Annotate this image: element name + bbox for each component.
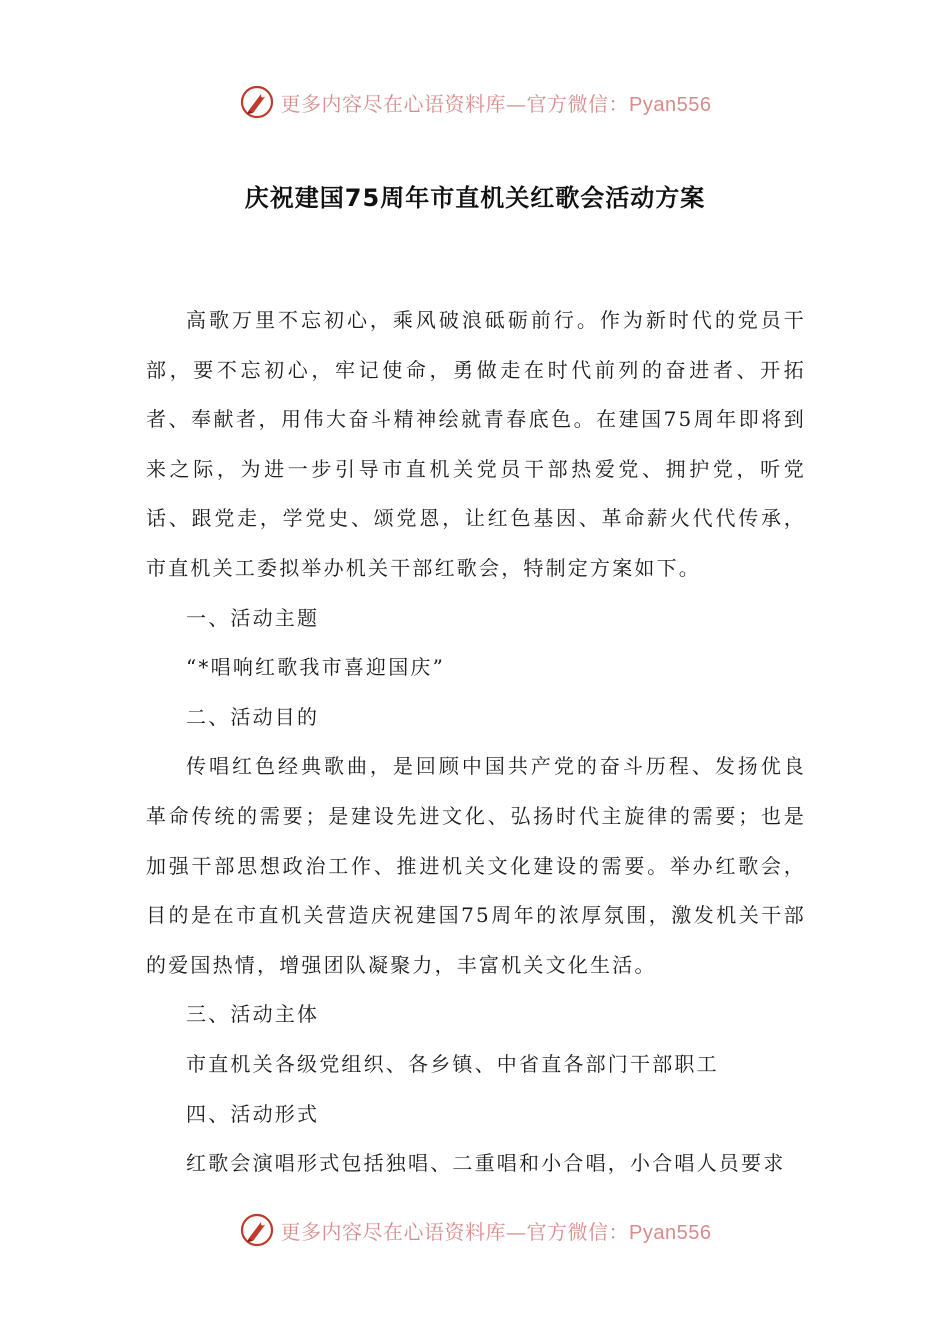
section-heading-purpose: 二、活动目的 [186,704,320,729]
intro-paragraph: 高歌万里不忘初心，乘风破浪砥砺前行。作为新时代的党员干部，要不忘初心，牢记使命，勇做走在时代前列的奋进者、开拓者、奉献者，用伟大奋斗精神绘就青春底色。在建国75周年即将到来之际，为进一步引导市直机关党员干部热爱党、拥护党，听党话、跟党走，学党史、颂党恩，让红色基因、革命薪火代代传承，市直机关工委拟举办机关干部红歌会，特制定方案如下。 [146,308,806,580]
watermark-text: 更多内容尽在心语资料库—官方微信：Pyan556 [280,1219,712,1244]
section-heading-format: 四、活动形式 [186,1101,320,1126]
purpose-paragraph: 传唱红色经典歌曲，是回顾中国共产党的奋斗历程、发扬优良革命传统的需要；是建设先进文化、弘扬时代主旋律的需要；也是加强干部思想政治工作、推进机关文化建设的需要。举办红歌会，目的是在市直机关营造庆祝建国75周年的浓厚氛围，激发机关干部的爱国热情，增强团队凝聚力，丰富机关文化生活。 [146,754,806,977]
watermark-wechat-id: Pyan556 [629,93,712,116]
document-body [146,296,806,1189]
document-title: 庆祝建国75周年市直机关红歌会活动方案 [244,184,706,212]
watermark-wechat-id: Pyan556 [629,1221,712,1244]
watermark-text: 更多内容尽在心语资料库—官方微信：Pyan556 [280,91,712,116]
participants-text: 市直机关各级党组织、各乡镇、中省直各部门干部职工 [186,1051,719,1076]
watermark-header [0,82,950,122]
theme-text: “*唱响红歌我市喜迎国庆” [186,655,446,680]
pen-logo-icon [239,1212,275,1248]
watermark-footer [0,1210,950,1250]
format-paragraph: 红歌会演唱形式包括独唱、二重唱和小合唱，小合唱人员要求 [186,1151,786,1176]
section-heading-participants: 三、活动主体 [186,1002,320,1027]
pen-logo-icon [239,84,275,120]
section-heading-theme: 一、活动主题 [186,605,320,630]
